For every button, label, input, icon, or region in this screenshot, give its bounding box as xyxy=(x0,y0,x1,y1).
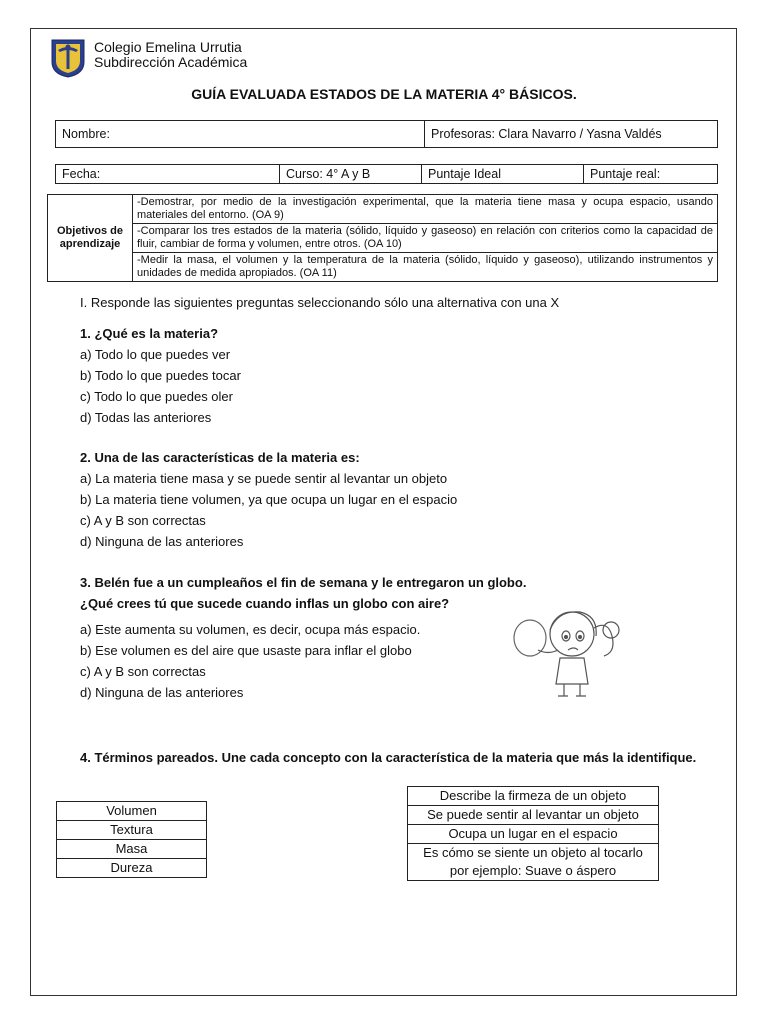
option[interactable]: c) A y B son correctas xyxy=(80,513,206,528)
nombre-field[interactable]: Nombre: xyxy=(56,121,425,148)
concept-item[interactable]: Textura xyxy=(57,821,207,840)
concept-item[interactable]: Masa xyxy=(57,840,207,859)
girl-balloon-illustration xyxy=(508,600,634,700)
school-header xyxy=(94,40,247,70)
option[interactable]: b) La materia tiene volumen, ya que ocupa un lugar en el espacio xyxy=(80,492,458,507)
school-logo xyxy=(50,38,86,78)
concepts-table xyxy=(56,801,207,878)
fecha-field[interactable]: Fecha: xyxy=(56,165,280,184)
option[interactable]: d) Ninguna de las anteriores xyxy=(80,534,244,549)
question-2 xyxy=(80,447,457,552)
question-title: 2. Una de las características de la materia es: xyxy=(80,450,360,465)
question-1 xyxy=(80,323,241,428)
option[interactable]: c) Todo lo que puedes oler xyxy=(80,389,233,404)
school-name: Colegio Emelina Urrutia xyxy=(94,39,242,55)
concept-item[interactable]: Dureza xyxy=(57,859,207,878)
question-title-line2: ¿Qué crees tú que sucede cuando inflas un globo con aire? xyxy=(80,596,450,611)
option[interactable]: b) Todo lo que puedes tocar xyxy=(80,368,241,383)
info-table-name xyxy=(55,120,718,148)
puntaje-ideal-cell: Puntaje Ideal xyxy=(422,165,584,184)
instructions: I. Responde las siguientes preguntas seleccionando sólo una alternativa con una X xyxy=(80,295,560,310)
curso-cell: Curso: 4° A y B xyxy=(280,165,422,184)
concept-item[interactable]: Volumen xyxy=(57,802,207,821)
question-title-line1: 3. Belén fue a un cumpleaños el fin de semana y le entregaron un globo. xyxy=(80,575,527,590)
option[interactable]: a) La materia tiene masa y se puede sentir al levantar un objeto xyxy=(80,471,448,486)
objective-item: -Demostrar, por medio de la investigación experimental, que la materia tiene masa y ocupa espacio, usando materiales del entorno. (OA 9) xyxy=(133,195,718,224)
option[interactable]: d) Ninguna de las anteriores xyxy=(80,685,244,700)
puntaje-real-field[interactable]: Puntaje real: xyxy=(584,165,718,184)
objectives-label: Objetivos de aprendizaje xyxy=(48,195,133,282)
objectives-table xyxy=(47,194,718,282)
objective-item: -Medir la masa, el volumen y la temperatura de la materia (sólido, líquido y gaseoso), utilizando instrumentos y unidades de medida apropiados. (OA 11) xyxy=(133,253,718,282)
option[interactable]: c) A y B son correctas xyxy=(80,664,206,679)
department-name: Subdirección Académica xyxy=(94,54,248,70)
option[interactable]: d) Todas las anteriores xyxy=(80,410,212,425)
info-table-date xyxy=(55,164,718,184)
characteristic-item[interactable]: Ocupa un lugar en el espacio xyxy=(408,825,659,844)
option[interactable]: a) Todo lo que puedes ver xyxy=(80,347,231,362)
question-4-title: 4. Términos pareados. Une cada concepto con la característica de la materia que más la identifique. xyxy=(80,750,697,765)
profesoras-cell: Profesoras: Clara Navarro / Yasna Valdés xyxy=(425,121,718,148)
page-title: GUÍA EVALUADA ESTADOS DE LA MATERIA 4° BÁSICOS. xyxy=(191,86,577,102)
objective-item: -Comparar los tres estados de la materia (sólido, líquido y gaseoso) en relación con criterios como la capacidad de fluir, cambiar de forma y volumen, entre otros. (OA 10) xyxy=(133,224,718,253)
characteristic-item[interactable]: Es cómo se siente un objeto al tocarlo por ejemplo: Suave o áspero xyxy=(408,844,659,881)
option[interactable]: b) Ese volumen es del aire que usaste para inflar el globo xyxy=(80,643,412,658)
characteristic-item[interactable]: Se puede sentir al levantar un objeto xyxy=(408,806,659,825)
characteristics-table xyxy=(407,786,659,881)
question-3 xyxy=(80,572,526,703)
characteristic-item[interactable]: Describe la firmeza de un objeto xyxy=(408,787,659,806)
option[interactable]: a) Este aumenta su volumen, es decir, ocupa más espacio. xyxy=(80,622,421,637)
question-title: 1. ¿Qué es la materia? xyxy=(80,326,219,341)
